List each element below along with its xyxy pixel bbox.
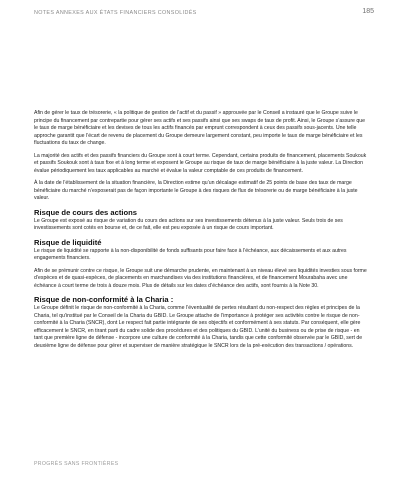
page-number: 185 [362,8,374,15]
document-body [34,110,368,355]
running-footer: PROGRÈS SANS FRONTIÈRES [34,461,119,467]
paragraph-decalage-estimatif: À la date de l’établissement de la situation financière, la Direction estime qu’un décalage estimatif de 25 points de base des taux de marge bénéficiaire du marché n’exposerait pas de façon importante le Groupe à des risques de flux de trésorerie ou de marge bénéficiaire à la juste valeur. [34,180,358,201]
paragraph-liquidite-demarche: Afin de se prémunir contre ce risque, le Groupe suit une démarche prudente, en maintenant à un niveau élevé ses liquidités investies sous forme d’espèces et de quasi-espèces, de placements en marchandises via des institutions financières, et de financement Mourabaha avec une échéance à court terme de trois à douze mois. Plus de détails sur les dates d’échéance des actifs, sont fournis à la Note 30. [34,267,367,289]
paragraph-taux-tresorerie: Afin de gérer le taux de trésorerie, « la politique de gestion de l’actif et du passif » approuvée par le Conseil a instauré que le Groupe suive le principe du financement par contrepartie pour gérer ses actifs et ses passifs ainsi que ses swaps de taux de profit. Ainsi, le Groupe s’assure que le taux de marge bénéficiaire et les devises de tous les actifs financés par emprunt correspondent à ceux des passifs sous-jacents. Une telle approche garantit que l’écart de revenu de placement du Groupe demeure largement constant, peu importe le taux de marge bénéficiaire et les fluctuations du taux de change. [34,110,366,146]
heading-risque-cours-actions: Risque de cours des actions [34,207,137,217]
running-header: NOTES ANNEXES AUX ÉTATS FINANCIERS CONSOLIDÉS [34,10,197,16]
paragraph-non-conformite-charia: Le Groupe définit le risque de non-conformité à la Charia, comme l’éventualité de pertes résultant du non-respect des règles et principes de la Charia, tel qu’institué par le Conseil de la Charia du GBID. Le Groupe attache de l’importance à protéger ses activités contre le risque de non-conformité à la Charia (SNCR), dont Le respect fait partie intégrante de ses objectifs et conformément à ses statuts. Par conséquent, elle gère efficacement le SNCR, en tirant parti du cadre solide des procédures et des politiques du GBID. L’unité du business ou de prise de risque - en tant que première ligne de défense - incorpore une culture de conformité à la Charia, tandis que cette conformité observée par le GBID, sert de deuxième ligne de défense pour gérer et superviser de manière stratégique le SNCR lors de la pré-exécution des transactions / opérations. [34,305,363,349]
heading-risque-non-conformite-charia: Risque de non-conformité à la Charia : [34,295,174,304]
paragraph-cours-actions: Le Groupe est exposé au risque de variation du cours des actions sur ses investissements détenus à la juste valeur. Seuls trois de ses investissements sont cotés en bourse et, de ce fait, elle est peu exposée à un risque de cours important. [34,217,343,231]
paragraph-liquidite-definition: Le risque de liquidité se rapporte à la non-disponibilité de fonds suffisants pour faire face à l’échéance, aux décaissements et aux autres engagements financiers. [34,247,347,261]
heading-risque-liquidite: Risque de liquidité [34,237,102,247]
paragraph-actifs-passifs: La majorité des actifs et des passifs financiers du Groupe sont à court terme. Cependant, certains produits de financement, placements Soukouk et passifs Soukouk sont à taux fixe et à long terme et exposent le Groupe au risque de taux de marge bénéficiaire à la juste valeur. La Direction évalue périodiquement les taux applicables au marché et évalue la valeur comptable de ces produits de financement. [34,152,367,174]
